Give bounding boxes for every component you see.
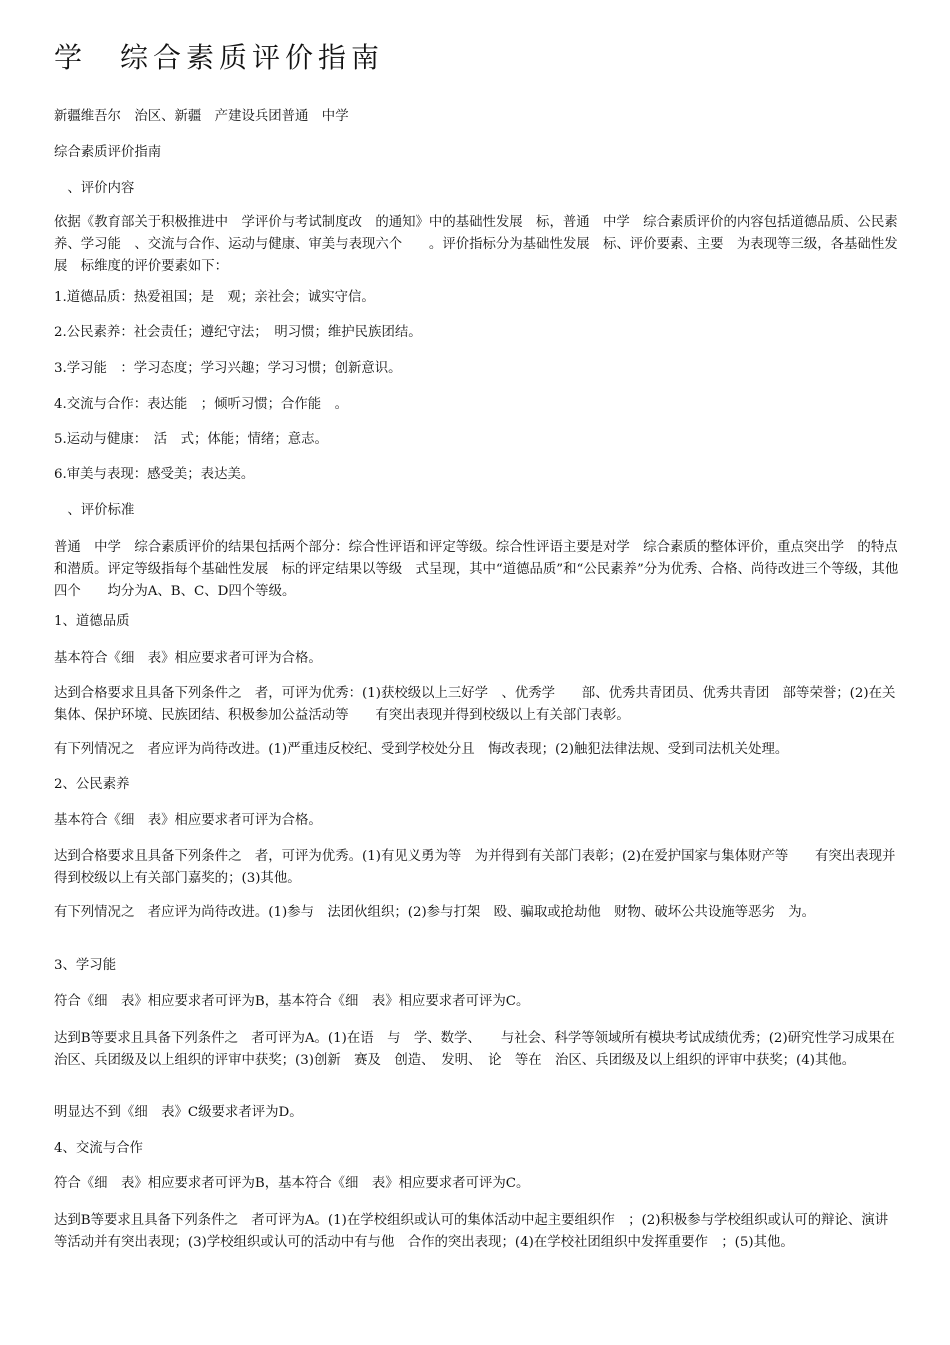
body-paragraph: 符合《细 表》相应要求者可评为B，基本符合《细 表》相应要求者可评为C。 xyxy=(54,1176,530,1191)
body-paragraph: 有下列情况之 者应评为尚待改进。(1)严重违反校纪、受到学校处分且 悔改表现；(2)触犯法律法规、受到司法机关处理。 xyxy=(54,742,789,757)
body-paragraph: 基本符合《细 表》相应要求者可评为合格。 xyxy=(54,651,322,666)
subsection-heading: 4、交流与合作 xyxy=(54,1141,143,1156)
list-item: 4.交流与合作：表达能 ；倾听习惯；合作能 。 xyxy=(54,397,348,412)
body-paragraph: 达到合格要求且具备下列条件之 者，可评为优秀。(1)有见义勇为等 为并得到有关部门表彰；(2)在爱护国家与集体财产等 有突出表现并得到校级以上有关部门嘉奖的；(3)其他。 xyxy=(54,849,896,886)
issuer-line: 新疆维吾尔 治区、新疆 产建设兵团普通 中学 xyxy=(54,109,349,124)
section-heading-content: 、评价内容 xyxy=(54,181,135,196)
list-item: 2.公民素养：社会责任；遵纪守法； 明习惯；维护民族团结。 xyxy=(54,325,422,340)
body-paragraph: 达到B等要求且具备下列条件之 者可评为A。(1)在学校组织或认可的集体活动中起主要组织作 ；(2)积极参与学校组织或认可的辩论、演讲等活动并有突出表现；(3)学校组织或认可的活动中有与他 合作的突出表现；(4)在学校社团组织中发挥重要作 ；(5)其他。 xyxy=(54,1213,889,1250)
page-title: 学 综合素质评价指南 xyxy=(54,41,385,74)
standard-paragraph: 普通 中学 综合素质评价的结果包括两个部分：综合性评语和评定等级。综合性评语主要是对学 综合素质的整体评价，重点突出学 的特点和潜质。评定等级指每个基础性发展 标的评定结果以等级 式呈现，其中“道德品质”和“公民素养”分为优秀、合格、尚待改进三个等级，其他四个 均分为A、B、C、D四个等级。 xyxy=(54,540,899,599)
body-paragraph: 有下列情况之 者应评为尚待改进。(1)参与 法团伙组织；(2)参与打架 殴、骗取或抢劫他 财物、破坏公共设施等恶劣 为。 xyxy=(54,905,816,920)
body-paragraph: 达到B等要求且具备下列条件之 者可评为A。(1)在语 与 学、数学、 与社会、科学等领域所有模块考试成绩优秀；(2)研究性学习成果在 治区、兵团级及以上组织的评审中获奖；(3)创新 赛及 创造、 发明、 论 等在 治区、兵团级及以上组织的评审中获奖；(4)其他。 xyxy=(54,1031,909,1068)
body-paragraph: 基本符合《细 表》相应要求者可评为合格。 xyxy=(54,813,322,828)
list-item: 1.道德品质：热爱祖国；是 观；亲社会；诚实守信。 xyxy=(54,290,375,305)
subsection-heading: 2、公民素养 xyxy=(54,777,130,792)
subsection-heading: 3、学习能 xyxy=(54,958,117,973)
document-subtitle: 综合素质评价指南 xyxy=(54,145,162,160)
list-item: 6.审美与表现：感受美；表达美。 xyxy=(54,467,255,482)
body-paragraph: 明显达不到《细 表》C级要求者评为D。 xyxy=(54,1105,303,1120)
intro-paragraph: 依据《教育部关于积极推进中 学评价与考试制度改 的通知》中的基础性发展 标，普通 中学 综合素质评价的内容包括道德品质、公民素养、学习能 、交流与合作、运动与健康、审美与表现六个 。评价指标分为基础性发展 标、评价要素、主要 为表现等三级，各基础性发展 标维度的评价要素如下： xyxy=(54,215,898,274)
body-paragraph: 符合《细 表》相应要求者可评为B，基本符合《细 表》相应要求者可评为C。 xyxy=(54,994,530,1009)
list-item: 3.学习能 ：学习态度；学习兴趣；学习习惯；创新意识。 xyxy=(54,361,402,376)
list-item: 5.运动与健康： 活 式；体能；情绪；意志。 xyxy=(54,432,328,447)
subsection-heading: 1、道德品质 xyxy=(54,614,130,629)
section-heading-standard: 、评价标准 xyxy=(54,503,135,518)
body-paragraph: 达到合格要求且具备下列条件之 者，可评为优秀：(1)获校级以上三好学 、优秀学 部、优秀共青团员、优秀共青团 部等荣誉；(2)在关 集体、保护环境、民族团结、积极参加公益活动等 有突出表现并得到校级以上有关部门表彰。 xyxy=(54,686,909,723)
